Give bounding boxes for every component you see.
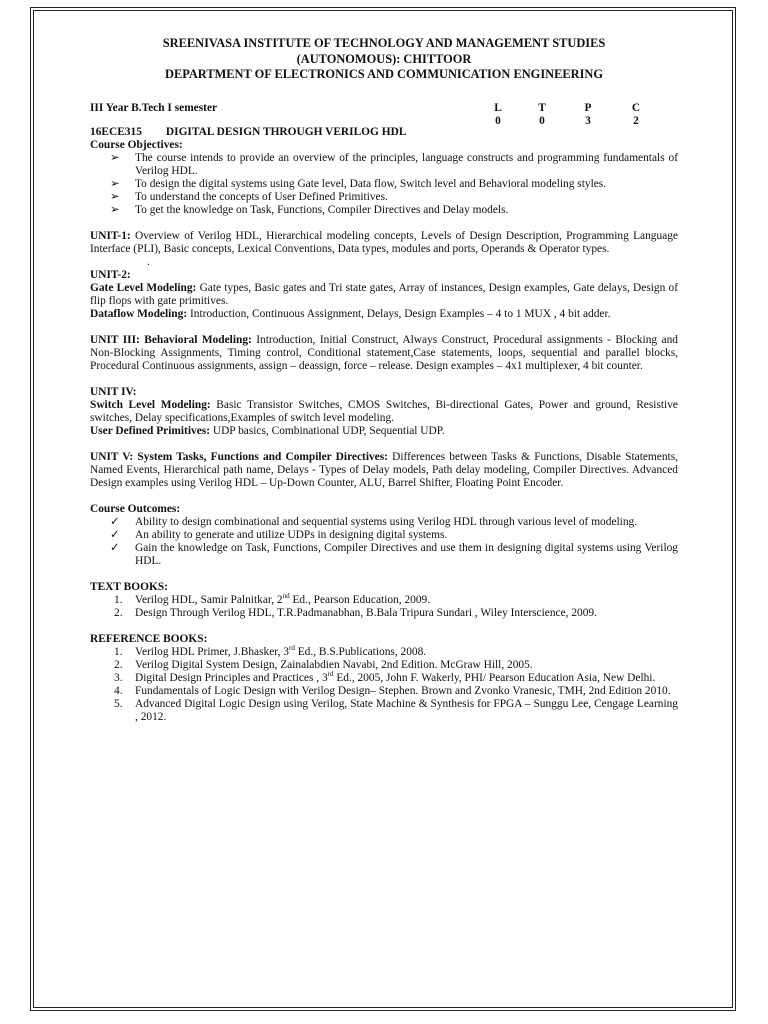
list-item: 2. Verilog Digital System Design, Zainalabdien Navabi, 2nd Edition. McGraw Hill, 2005.: [114, 658, 533, 671]
unit-2: [90, 269, 678, 321]
syllabus-document: [90, 36, 678, 724]
arrow-bullet-icon: ➢: [110, 177, 120, 190]
objectives-heading: Course Objectives:: [90, 138, 183, 151]
text-books-heading: TEXT BOOKS:: [90, 580, 168, 593]
course-objectives: [90, 139, 678, 217]
reference-books-heading: REFERENCE BOOKS:: [90, 632, 208, 645]
text-books: [90, 581, 678, 620]
switch-level-label: Switch Level Modeling:: [90, 398, 211, 411]
institute-name: SREENIVASA INSTITUTE OF TECHNOLOGY AND MANAGEMENT STUDIES: [162, 36, 606, 50]
ltpc-value: 0: [539, 114, 545, 127]
list-item: ➢ To design the digital systems using Gate level, Data flow, Switch level and Behavioral modeling styles.: [110, 177, 607, 190]
unit-3: [90, 334, 678, 373]
semester-row: [90, 102, 678, 128]
list-item: ➢ To get the knowledge on Task, Functions, Compiler Directives and Delay models.: [110, 203, 509, 216]
list-item: 4. Fundamentals of Logic Design with Verilog Design– Stephen. Brown and Zvonko Vranesic, TMH, 2nd Edition 2010.: [114, 684, 671, 697]
arrow-bullet-icon: ➢: [110, 151, 120, 164]
unit-1: [90, 230, 678, 256]
unit-4: [90, 386, 678, 438]
institute-status: (AUTONOMOUS): CHITTOOR: [296, 51, 472, 66]
unit-3-text: Introduction, Initial Construct, Always Construct, Procedural assignments - Blocking and Non-Blocking Assignments, Timing control, Conditional statement,Case statements, loops, sequential and parallel blocks, Procedural Continuous assignments, assign – deassign, force – release. Design examples – 4x1 multiplexer, 4 bit counter.: [90, 333, 678, 372]
unit-1-text: Overview of Verilog HDL, Hierarchical modeling concepts, Levels of Design Description, Programming Language Interface (PLI), Basic concepts, Lexical Conventions, Data types, modules and ports, Operands & Operator types.: [90, 229, 678, 255]
list-item: 5. Advanced Digital Logic Design using Verilog, State Machine & Synthesis for FPGA – Sunggu Lee, Cengage Learning , 2012.: [114, 697, 678, 723]
unit-1-label: UNIT-1:: [90, 229, 131, 242]
ltpc-col-p: [582, 102, 594, 128]
ltpc-label: P: [584, 101, 592, 114]
gate-level-text: Gate types, Basic gates and Tri state gates, Array of instances, Design examples, Gate delays, Design of flip flops with gate primitives.: [90, 281, 678, 307]
list-item: 1. Verilog HDL Primer, J.Bhasker, 3rd Ed., B.S.Publications, 2008.: [114, 643, 427, 658]
unit-5: [90, 451, 678, 490]
outcomes-heading: Course Outcomes:: [90, 502, 181, 515]
ltpc-label: T: [538, 101, 546, 114]
dataflow-text: Introduction, Continuous Assignment, Delays, Design Examples – 4 to 1 MUX , 4 bit adder.: [190, 307, 611, 320]
list-item: ➢ The course intends to provide an overview of the principles, language constructs and programming fundamentals of Verilog HDL.: [110, 151, 678, 177]
switch-level-text: Basic Transistor Switches, CMOS Switches, Bi-directional Gates, Power and ground, Resistive switches, Delay specifications,Examples of switch level modeling.: [90, 398, 678, 424]
arrow-bullet-icon: ➢: [110, 190, 120, 203]
reference-books: [90, 633, 678, 724]
list-item: 1. Verilog HDL, Samir Palnitkar, 2nd Ed., Pearson Education, 2009.: [114, 591, 431, 606]
unit-5-label: UNIT V: System Tasks, Functions and Compiler Directives:: [90, 450, 388, 463]
ltpc-value: 3: [585, 114, 591, 127]
ltpc-label: C: [631, 101, 641, 114]
checkmark-icon: ✓: [110, 528, 120, 541]
list-item: ✓ An ability to generate and utilize UDPs in designing digital systems.: [110, 528, 448, 541]
ltpc-col-l: [492, 102, 504, 128]
udp-text: UDP basics, Combinational UDP, Sequential UDP.: [212, 424, 445, 437]
unit-2-label: UNIT-2:: [90, 268, 131, 281]
list-item: 3. Digital Design Principles and Practices , 3rd Ed., 2005, John F. Wakerly, PHI/ Pearson Education Asia, New Delhi.: [114, 669, 656, 684]
semester-label: III Year B.Tech I semester: [90, 101, 218, 114]
unit-4-label: UNIT IV:: [90, 385, 137, 398]
department-name: DEPARTMENT OF ELECTRONICS AND COMMUNICATION ENGINEERING: [165, 67, 603, 81]
stray-dot: .: [147, 255, 150, 268]
checkmark-icon: ✓: [110, 541, 120, 554]
document-header: [90, 36, 678, 83]
ltpc-value: 2: [633, 114, 639, 127]
list-item: 2. Design Through Verilog HDL, T.R.Padmanabhan, B.Bala Tripura Sundari , Wiley Interscience, 2009.: [114, 606, 597, 619]
list-item: ➢ To understand the concepts of User Defined Primitives.: [110, 190, 388, 203]
unit-3-label: UNIT III: Behavioral Modeling:: [90, 333, 252, 346]
list-item: ✓ Ability to design combinational and sequential systems using Verilog HDL through various level of modeling.: [110, 515, 638, 528]
udp-label: User Defined Primitives:: [90, 424, 210, 437]
checkmark-icon: ✓: [110, 515, 120, 528]
dataflow-label: Dataflow Modeling:: [90, 307, 188, 320]
course-outcomes: [90, 503, 678, 568]
course-code: 16ECE315: [90, 125, 142, 138]
list-item: ✓ Gain the knowledge on Task, Functions, Compiler Directives and use them in designing digital systems using Verilog HDL.: [110, 541, 678, 567]
ltpc-label: L: [494, 101, 502, 114]
ltpc-value: 0: [495, 114, 501, 127]
ltpc-col-t: [536, 102, 548, 128]
unit-5-text: Differences between Tasks & Functions, Disable Statements, Named Events, Hierarchical path name, Delays - Types of Delay models, Path delay modeling, Compiler Directives. Advanced Design examples using Verilog HDL – Up-Down Counter, ALU, Barrel Shifter, Floating Point Encoder.: [90, 450, 678, 489]
gate-level-label: Gate Level Modeling:: [90, 281, 197, 294]
arrow-bullet-icon: ➢: [110, 203, 120, 216]
course-title: DIGITAL DESIGN THROUGH VERILOG HDL: [165, 125, 407, 138]
ltpc-col-c: [630, 102, 642, 128]
